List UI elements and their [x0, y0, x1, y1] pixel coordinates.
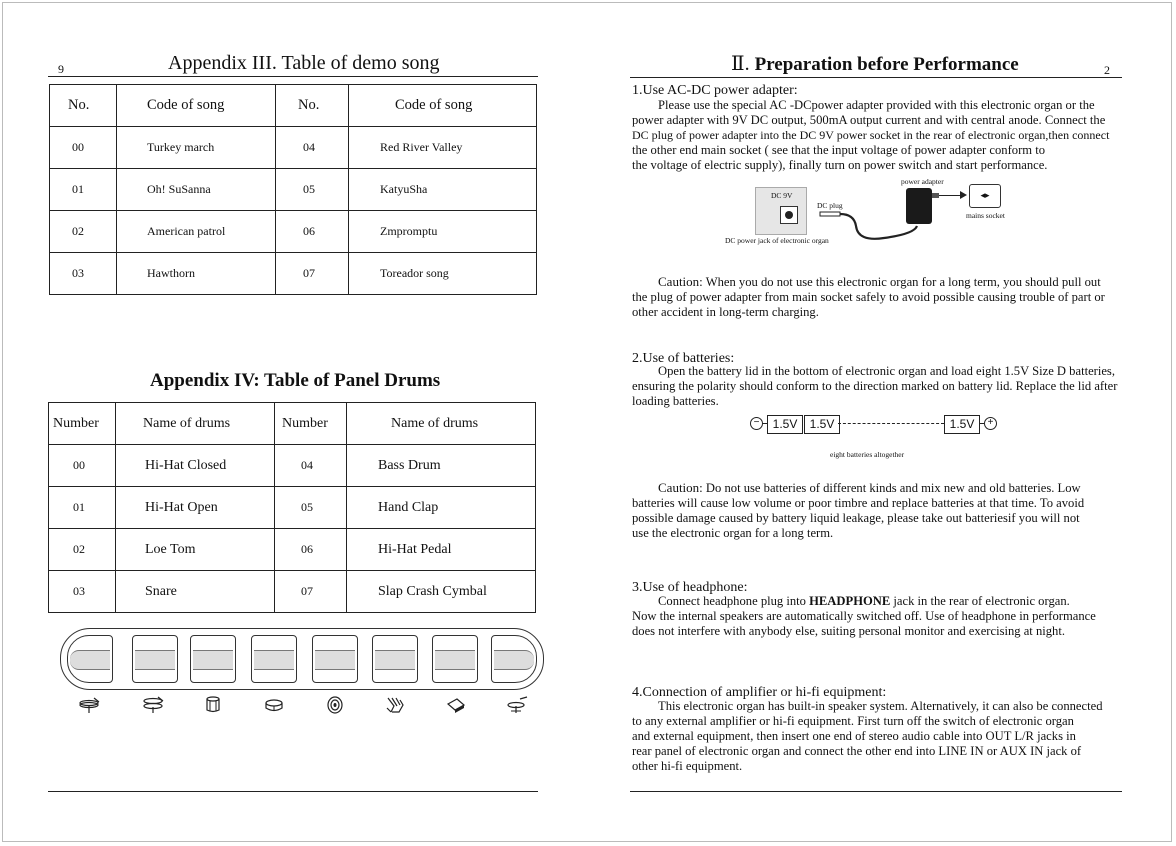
mains-socket-label: mains socket	[966, 211, 1005, 220]
table-header-row	[50, 85, 537, 127]
headphone-keyword: HEADPHONE	[809, 594, 891, 608]
table-row	[49, 487, 536, 529]
text-line: does not interfere with anybody else, suiting personal monitor and exercising at night.	[632, 624, 1065, 638]
table-cell: 04	[276, 127, 349, 169]
table-cell: 07	[276, 253, 349, 295]
appendix4-title: Appendix IV: Table of Panel Drums	[150, 370, 441, 391]
table-cell: Bass Drum	[347, 445, 536, 487]
chapter-title-text: Preparation before Performance	[754, 54, 1019, 75]
table-cell: 05	[276, 169, 349, 211]
table-cell: Hawthorn	[117, 253, 276, 295]
table-row	[49, 445, 536, 487]
table-cell: 00	[49, 445, 116, 487]
hihat-closed-icon	[78, 696, 100, 714]
battery-icon: 1.5V	[944, 415, 980, 434]
table-cell: 01	[49, 487, 116, 529]
battery-chain-line	[838, 423, 944, 424]
section-body	[632, 364, 1128, 409]
text-line: other hi-fi equipment.	[632, 759, 743, 773]
text-line: to any external amplifier or hi-fi equipment. First turn off the switch of electronic organ	[632, 714, 1074, 728]
drum-pad-button	[190, 635, 236, 683]
table-cell: Hi-Hat Closed	[116, 445, 275, 487]
table-cell: Oh! SuSanna	[117, 169, 276, 211]
bass-drum-icon	[324, 696, 346, 714]
caution-text	[632, 274, 1128, 320]
table-cell: 07	[275, 571, 347, 613]
drum-pad-button	[491, 635, 537, 683]
text-span: jack in the rear of electronic organ.	[890, 594, 1070, 608]
divider	[48, 791, 538, 792]
battery-diagram	[750, 414, 1000, 460]
header-cell: Code of song	[349, 85, 537, 127]
chapter-title	[731, 51, 1019, 76]
table-cell: American patrol	[117, 211, 276, 253]
table-cell: Zmpromptu	[349, 211, 537, 253]
table-cell: 04	[275, 445, 347, 487]
table-cell: 00	[50, 127, 117, 169]
table-cell: 03	[50, 253, 117, 295]
crash-cymbal-icon	[506, 696, 528, 714]
section-heading: 3.Use of headphone:	[632, 580, 748, 595]
text-line: batteries will cause low volume or poor timbre and replace batteries at that time. To avoid	[632, 496, 1085, 510]
text-span: Connect headphone plug into	[658, 594, 810, 608]
dc-label: DC 9V	[771, 191, 793, 200]
hihat-open-icon	[142, 696, 164, 714]
drum-pad-button	[132, 635, 178, 683]
table-cell: 02	[50, 211, 117, 253]
text-line: the voltage of electric supply), finally turn on power switch and start performance.	[632, 158, 1048, 172]
hand-clap-icon	[384, 696, 406, 714]
text-line: possible damage caused by battery liquid leakage, please take out batteriesif you will not	[632, 511, 1080, 525]
table-row	[49, 529, 536, 571]
table-cell: Toreador song	[349, 253, 537, 295]
dc-jack	[780, 206, 798, 224]
section-heading: 1.Use AC-DC power adapter:	[632, 83, 798, 98]
demo-song-table	[49, 84, 537, 295]
section-heading: 4.Connection of amplifier or hi-fi equipment:	[632, 685, 887, 700]
text-line: power adapter with 9V DC output, 500mA output current and with central anode. Connect the	[632, 113, 1106, 127]
table-cell: Hand Clap	[347, 487, 536, 529]
table-cell: Snare	[116, 571, 275, 613]
table-cell: KatyuSha	[349, 169, 537, 211]
table-row	[50, 211, 537, 253]
arrow-icon	[960, 191, 967, 199]
power-adapter-diagram	[724, 170, 1134, 250]
text-line: and external equipment, then insert one end of stereo audio cable into OUT L/R jacks in	[632, 729, 1076, 743]
text-line: use the electronic organ for a long term.	[632, 526, 834, 540]
drum-pad-button	[372, 635, 418, 683]
minus-icon: −	[750, 417, 763, 430]
divider	[630, 77, 1122, 78]
table-cell: 06	[275, 529, 347, 571]
divider	[48, 76, 538, 77]
table-cell: 05	[275, 487, 347, 529]
table-cell: 01	[50, 169, 117, 211]
appendix3-title: Appendix III. Table of demo song	[168, 52, 440, 74]
text-line: the plug of power adapter from main socket safely to avoid possible causing trouble of part or	[632, 290, 1105, 304]
header-cell: No.	[276, 85, 349, 127]
caution-label: Caution:	[658, 274, 703, 289]
text-line: loading batteries.	[632, 394, 719, 408]
table-cell: 03	[49, 571, 116, 613]
section-body	[632, 594, 1128, 639]
jack-caption: DC power jack of electronic organ	[725, 236, 829, 245]
table-cell: Hi-Hat Pedal	[347, 529, 536, 571]
header-cell: Name of drums	[116, 403, 275, 445]
table-row	[49, 571, 536, 613]
table-cell: Loe Tom	[116, 529, 275, 571]
table-cell: 06	[276, 211, 349, 253]
header-cell: Name of drums	[347, 403, 536, 445]
divider	[630, 791, 1122, 792]
text-line: Do not use batteries of different kinds and mix new and old batteries. Low	[702, 481, 1081, 495]
text-line: Open the battery lid in the bottom of electronic organ and load eight 1.5V Size D batteries,	[658, 364, 1115, 378]
dc-plug-label: DC plug	[817, 201, 843, 210]
panel-drums-table	[48, 402, 536, 613]
page-number-right: 2	[1104, 63, 1110, 77]
organ-panel	[755, 187, 807, 235]
power-adapter-icon	[906, 188, 932, 224]
table-cell: Turkey march	[117, 127, 276, 169]
hihat-pedal-icon	[445, 696, 467, 714]
drum-pad-button	[67, 635, 113, 683]
text-line: ensuring the polarity should conform to the direction marked on battery lid. Replace the lid after	[632, 379, 1118, 393]
text-line: Please use the special AC -DCpower adapter provided with this electronic organ or the	[658, 98, 1095, 112]
drum-pad-button	[251, 635, 297, 683]
header-cell: Number	[49, 403, 116, 445]
header-cell: Number	[275, 403, 347, 445]
text-line: When you do not use this electronic organ for a long term, you should pull out	[702, 275, 1101, 289]
battery-caption: eight batteries altogether	[830, 450, 905, 459]
text-line: other accident in long-term charging.	[632, 305, 819, 319]
section-body	[632, 98, 1128, 173]
caution-label: Caution:	[658, 480, 703, 495]
caution-text	[632, 480, 1128, 541]
table-row	[50, 127, 537, 169]
section-heading: 2.Use of batteries:	[632, 351, 735, 366]
header-cell: Code of song	[117, 85, 276, 127]
battery-icon: 1.5V	[804, 415, 840, 434]
text-line: Now the internal speakers are automatically switched off. Use of headphone in performance	[632, 609, 1096, 623]
table-cell: 02	[49, 529, 116, 571]
page-number-left: 9	[58, 62, 64, 76]
text-line: the other end main socket ( see that the input voltage of power adapter conform to	[632, 143, 1046, 157]
section-body	[632, 699, 1128, 774]
table-cell: Red River Valley	[349, 127, 537, 169]
snare-icon	[263, 696, 285, 714]
battery-icon: 1.5V	[767, 415, 803, 434]
tom-icon	[202, 696, 224, 714]
table-cell: Hi-Hat Open	[116, 487, 275, 529]
drum-pad-button	[312, 635, 358, 683]
power-adapter-label: power adapter	[901, 177, 944, 186]
table-row	[50, 253, 537, 295]
chapter-roman: Ⅱ.	[731, 53, 750, 75]
header-cell: No.	[50, 85, 117, 127]
text-line: DC plug of power adapter into the DC 9V power socket in the rear of electronic organ,then connect	[632, 128, 1110, 142]
drum-pad-button	[432, 635, 478, 683]
table-row	[50, 169, 537, 211]
table-cell: Slap Crash Cymbal	[347, 571, 536, 613]
plus-icon: +	[984, 417, 997, 430]
mains-socket-icon: ◂▸	[969, 184, 1001, 208]
table-header-row	[49, 403, 536, 445]
text-line: This electronic organ has built-in speaker system. Alternatively, it can also be connected	[658, 699, 1103, 713]
text-line: rear panel of electronic organ and connect the other end into LINE IN or AUX IN jack of	[632, 744, 1082, 758]
